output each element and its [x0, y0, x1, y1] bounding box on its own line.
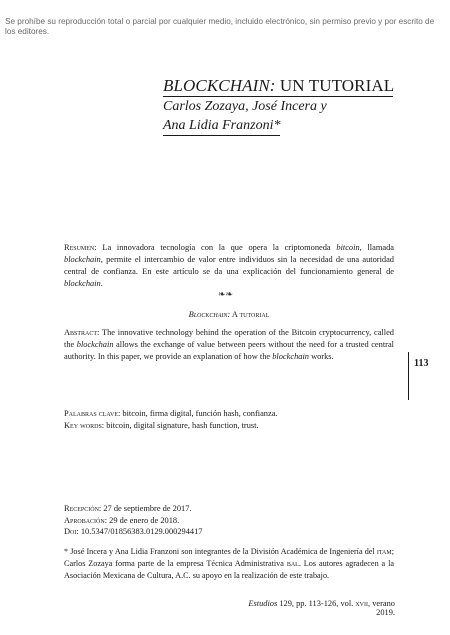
resumen-label: Resumen:	[64, 243, 97, 252]
abstract-emphasis: blockchain	[272, 352, 309, 361]
key-words-text: bitcoin, digital signature, hash function, trust.	[104, 421, 259, 430]
resumen-text: .	[100, 279, 103, 288]
citation-volume: xvii	[355, 599, 369, 608]
palabras-clave-label: Palabras clave:	[64, 409, 121, 418]
english-short-title	[64, 310, 394, 319]
footnote-text: * José Incera y Ana Lidia Franzoni son integrantes de la División Académica de Ingeniería del	[64, 547, 377, 556]
doi-label: Doi:	[64, 527, 79, 536]
approval-label: Aprobación:	[64, 515, 108, 525]
citation-text: , verano 2019.	[368, 599, 395, 617]
ornament-divider: ❧❧	[218, 289, 234, 299]
palabras-clave-text: bitcoin, firma digital, función hash, confianza.	[120, 409, 278, 418]
doi-value: 10.5347/01856383.0129.000294417	[78, 527, 203, 536]
abstract-text: The innovative technology behind the operation of the Bitcoin cryptocurrency, called the	[64, 328, 394, 349]
key-words-label: Key words:	[64, 421, 105, 430]
title-block	[163, 76, 393, 136]
page-number-rule	[408, 352, 409, 400]
resumen-emphasis: bitcoin	[336, 243, 360, 252]
short-title-italic: Blockchain:	[188, 310, 231, 319]
reception-label: Recepción:	[64, 504, 102, 513]
reception-value: 27 de septiembre de 2017.	[101, 504, 192, 513]
abstract-paragraph	[64, 327, 394, 363]
footnote-acronym: itam	[376, 547, 392, 556]
journal-citation	[230, 599, 395, 617]
reception-date	[64, 503, 202, 515]
resumen-emphasis: blockchain	[64, 279, 101, 288]
journal-name: Estudios	[248, 599, 278, 608]
approval-date	[64, 515, 202, 527]
short-title-rest: A tutorial	[230, 310, 270, 319]
abstract-text: works.	[308, 352, 334, 361]
article-title	[163, 76, 393, 97]
footnote-text: . Los autores agradecen a la Asociación Mexicana de Cultura, A.C. su apoyo en la realización de este trabajo.	[64, 559, 394, 580]
resumen-paragraph	[64, 242, 394, 290]
approval-value: 29 de enero de 2018.	[107, 515, 180, 525]
abstract-label: Abstract:	[64, 328, 100, 337]
key-words	[64, 420, 394, 432]
copyright-notice: Se prohíbe su reproducción total o parcial por cualquier medio, incluido electrónico, sin permiso previo y por escrito de los editores.	[5, 17, 435, 36]
resumen-text: , permite el intercambio de valor entre individuos sin la necesidad de una autoridad central de confianza. En este artículo se da una explicación del funcionamiento general de	[64, 255, 394, 276]
title-rest-part: UN TUTORIAL	[275, 76, 395, 95]
footnote-acronym: bal	[286, 559, 299, 568]
citation-text: 129, pp. 113-126, vol.	[277, 599, 356, 608]
dates-block	[64, 503, 202, 538]
abstract-text: allows the exchange of value between peers without the need for a trusted central authority. In this paper, we provide an explanation of how the	[64, 340, 395, 361]
authors-line-1: Carlos Zozaya, José Incera y	[163, 99, 327, 114]
footnote-text: ; Carlos Zozaya forma parte de la empresa Técnica Administrativa	[64, 547, 394, 568]
resumen-text: , llamada	[359, 243, 394, 252]
resumen-text: La innovadora tecnología con la que opera la criptomoneda	[96, 243, 337, 252]
doi	[64, 526, 202, 538]
abstract-emphasis: blockchain	[76, 340, 114, 349]
authors-line-2: Ana Lidia Franzoni*	[163, 117, 280, 136]
page-number: 113	[414, 358, 429, 369]
author-footnote	[64, 546, 394, 582]
resumen-emphasis: blockchain	[64, 255, 101, 264]
palabras-clave	[64, 408, 394, 420]
title-italic-part: BLOCKCHAIN:	[163, 76, 276, 95]
